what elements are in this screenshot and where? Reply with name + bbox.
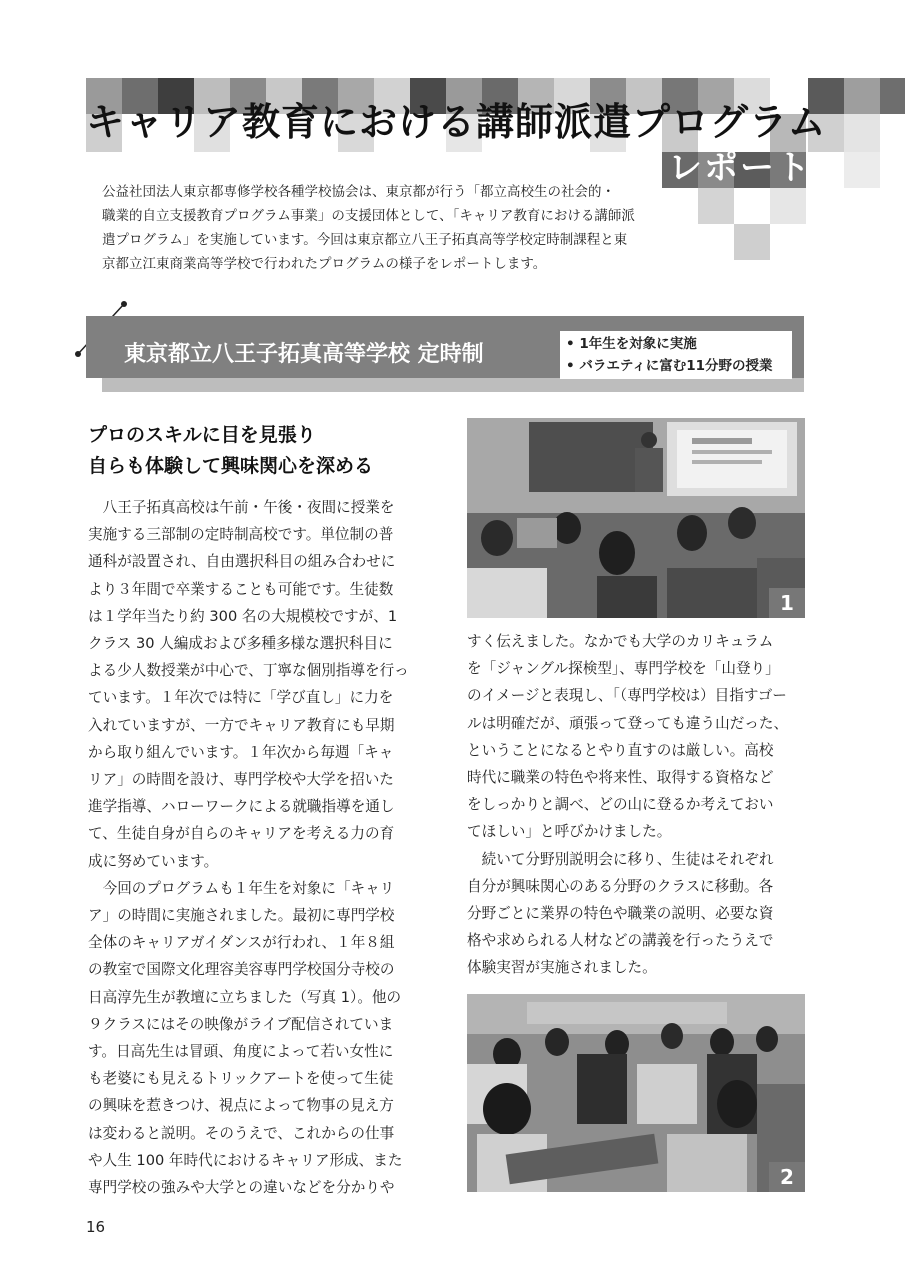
photo-number-badge: 2 xyxy=(769,1162,805,1192)
article-text-line: や人生 100 年時代におけるキャリア形成、また xyxy=(88,1151,403,1169)
intro-paragraph xyxy=(102,180,672,276)
photo-classroom-lecture xyxy=(467,418,805,618)
article-text-line: 体験実習が実施されました。 xyxy=(467,959,657,977)
article-text-line: の興味を惹きつけ、視点によって物事の見え方 xyxy=(88,1097,394,1115)
article-text-line: リア」の時間を設け、専門学校や大学を招いた xyxy=(88,771,394,789)
article-left-column xyxy=(88,494,426,1201)
article-text-line: よる少人数授業が中心で、丁寧な個別指導を行っ xyxy=(88,662,409,680)
article-subheading xyxy=(88,420,373,482)
photo-hands-on-practice xyxy=(467,994,805,1192)
article-text-line: 成に努めています。 xyxy=(88,852,219,870)
article-text-line: 入れていますが、一方でキャリア教育にも早期 xyxy=(88,716,395,734)
article-text-line: すく伝えました。なかでも大学のカリキュラム xyxy=(467,633,774,650)
article-text-line: を「ジャングル探検型」、専門学校を「山登り」 xyxy=(467,660,780,678)
intro-line: 京都立江東商業高等学校で行われたプログラムの様子をレポートします。 xyxy=(102,256,547,272)
subheading-line: 自らも体験して興味関心を深める xyxy=(88,455,374,477)
article-text-line: 進学指導、ハローワークによる就職指導を通し xyxy=(88,798,395,816)
article-text-line: て、生徒自身が自らのキャリアを考える力の育 xyxy=(88,825,395,843)
photo-number-badge: 1 xyxy=(769,588,805,618)
page-number: 16 xyxy=(86,1218,106,1236)
page-subtitle: レポート xyxy=(668,148,812,188)
article-text-line: ということになるとやり直すのは厳しい。高校 xyxy=(467,741,774,759)
article-text-line: 実施する三部制の定時制高校です。単位制の普 xyxy=(88,526,394,544)
intro-line: 公益社団法人東京都専修学校各種学校協会は、東京都が行う「都立高校生の社会的・ xyxy=(102,184,615,200)
page-title: キャリア教育における講師派遣プログラム xyxy=(86,100,827,144)
article-text-line: の教室で国際文化理容美容専門学校国分寺校の xyxy=(88,961,395,979)
article-text-line: ア」の時間に実施されました。最初に専門学校 xyxy=(88,907,395,925)
article-text-line: から取り組んでいます。１年次から毎週「キャ xyxy=(88,743,394,761)
article-text-line: 通科が設置され、自由選択科目の組み合わせに xyxy=(88,553,396,571)
article-text-line: す。日高先生は冒頭、角度によって若い女性に xyxy=(88,1043,394,1061)
section-title: 東京都立八王子拓真高等学校 定時制 xyxy=(124,342,484,367)
section-highlights xyxy=(560,331,792,379)
article-text-line: 日高淳先生が教壇に立ちました（写真 1）。他の xyxy=(88,988,402,1006)
article-text-line: ルは明確だが、頑張って登っても違う山だった、 xyxy=(467,714,789,732)
highlight-item: • バラエティに富む11分野の授業 xyxy=(566,358,773,374)
article-text-line: ９クラスにはその映像がライブ配信されていま xyxy=(88,1015,394,1033)
article-text-line: も老婆にも見えるトリックアートを使って生徒 xyxy=(88,1070,394,1088)
intro-line: 遣プログラム」を実施しています。今回は東京都立八王子拓真高等学校定時制課程と東 xyxy=(102,232,628,248)
article-text-line: 全体のキャリアガイダンスが行われ、１年８組 xyxy=(88,934,395,952)
intro-line: 職業的自立支援教育プログラム事業」の支援団体として、「キャリア教育における講師派 xyxy=(102,208,635,224)
lecture-photo-illustration xyxy=(467,418,805,618)
article-text-line: 分野ごとに業界の特色や職業の説明、必要な資 xyxy=(467,905,774,923)
article-text-line: 今回のプログラムも１年生を対象に「キャリ xyxy=(102,879,395,897)
article-text-line: 格や求められる人材などの講義を行ったうえで xyxy=(467,932,774,950)
subheading-line: プロのスキルに目を見張り xyxy=(88,424,316,446)
practice-photo-illustration xyxy=(467,994,805,1192)
highlight-item: • 1年生を対象に実施 xyxy=(566,336,697,352)
article-text-line: より３年間で卒業することも可能です。生徒数 xyxy=(88,580,394,598)
article-text-line: てほしい」と呼びかけました。 xyxy=(467,823,672,841)
article-text-line: 専門学校の強みや大学との違いなどを分かりや xyxy=(88,1179,395,1197)
article-text-line: は変わると説明。そのうえで、これからの仕事 xyxy=(88,1124,395,1142)
article-text-line: 時代に職業の特色や将来性、取得する資格など xyxy=(467,769,774,787)
article-text-line: ています。１年次では特に「学び直し」に力を xyxy=(88,689,394,707)
article-text-line: クラス 30 人編成および多種多様な選択科目に xyxy=(88,635,393,653)
article-text-line: 続いて分野別説明会に移り、生徒はそれぞれ xyxy=(481,850,774,868)
article-text-line: は１学年当たり約 300 名の大規模校ですが、1 xyxy=(88,607,398,625)
article-text-line: 自分が興味関心のある分野のクラスに移動。各 xyxy=(467,877,774,895)
article-text-line: のイメージと表現し、「（専門学校は）目指すゴー xyxy=(467,687,787,705)
article-text-line: 八王子拓真高校は午前・午後・夜間に授業を xyxy=(102,499,395,516)
article-right-column xyxy=(467,628,805,982)
article-text-line: をしっかりと調べ、どの山に登るか考えておい xyxy=(467,796,774,814)
